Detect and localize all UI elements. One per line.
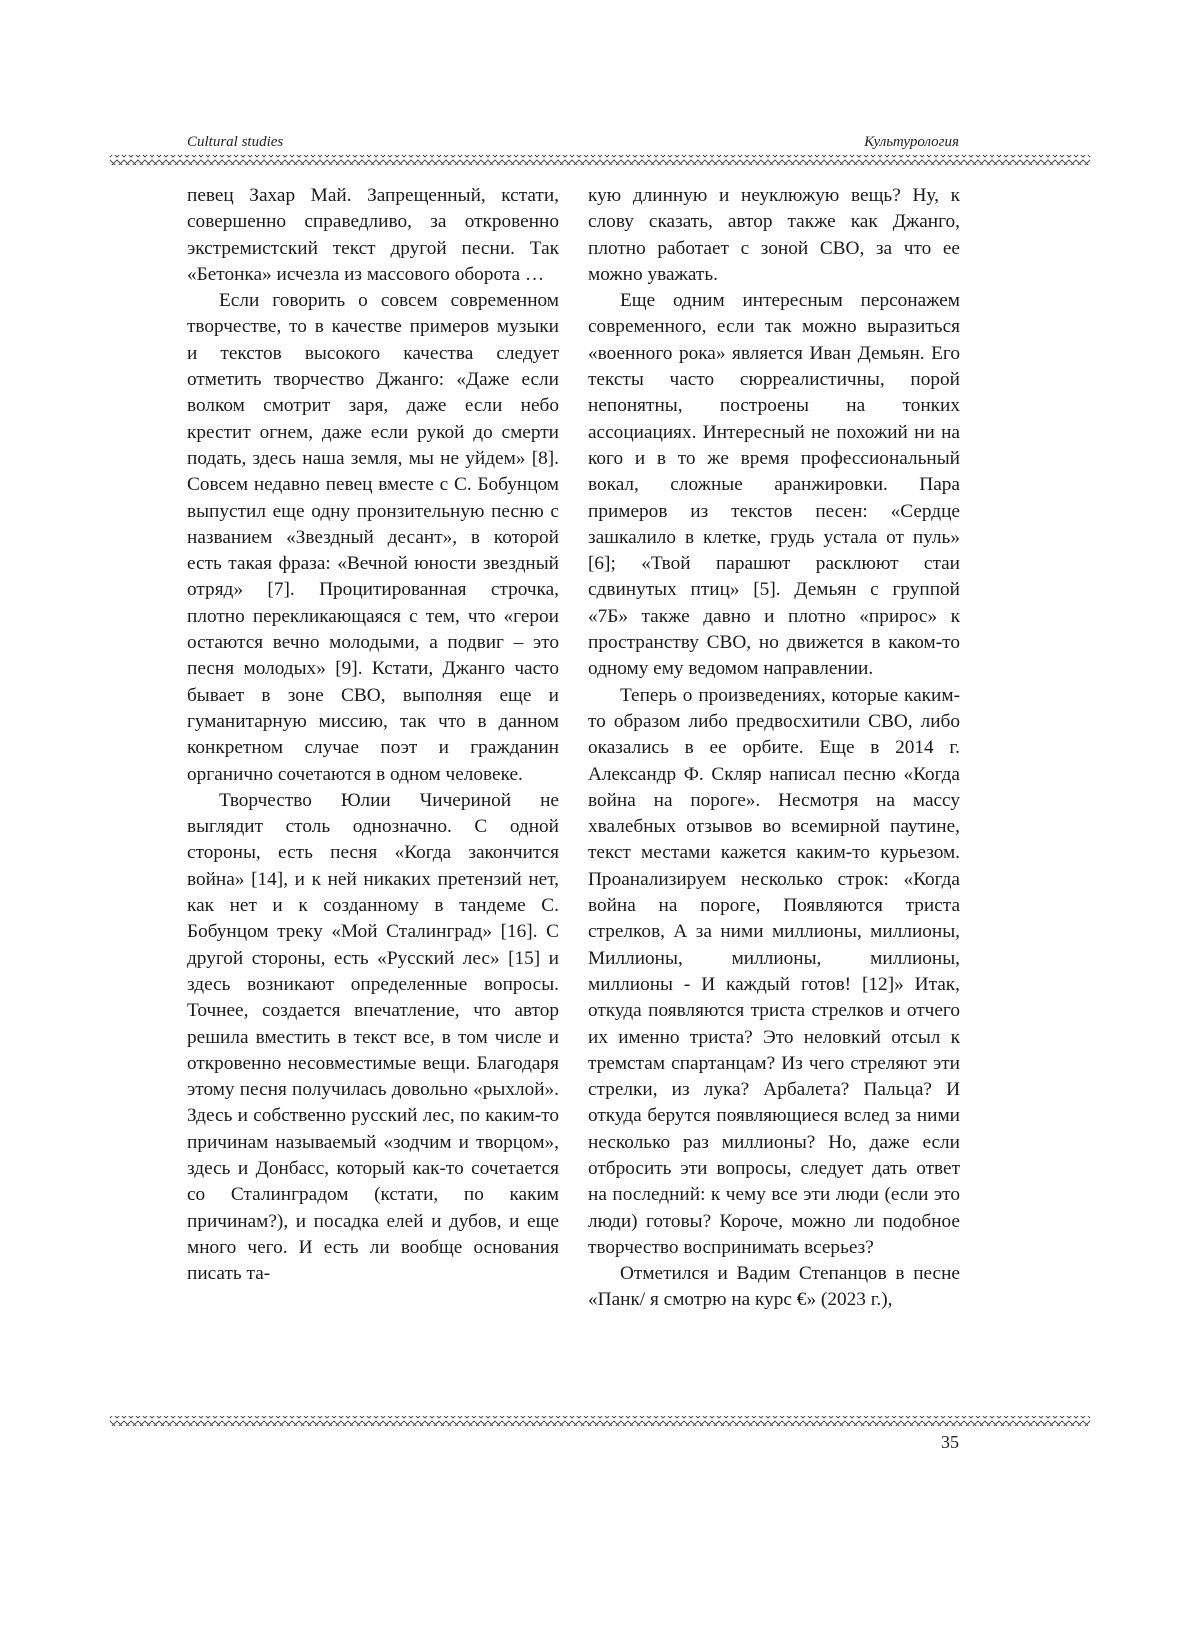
- running-head: [187, 133, 959, 151]
- footer-ornament-rule: [110, 1416, 1090, 1426]
- page-number: 35: [941, 1432, 959, 1452]
- right-column: [588, 183, 960, 1314]
- right-paragraph-1: кую длинную и неуклюжую вещь? Ну, к слову сказать, автор также как Джанго, плотно работает с зоной СВО, за что ее можно уважать.: [588, 185, 960, 285]
- running-head-left: Cultural studies: [187, 134, 284, 150]
- left-paragraph-3: Творчество Юлии Чичериной не выглядит столь однозначно. С одной стороны, есть песня «Когда закончится война» [14], и к ней никаких претензий нет, как нет и к созданному в тандеме С. Бобунцом треку «Мой Сталинград» [16]. С другой стороны, есть «Русский лес» [15] и здесь возникают определенные вопросы. Точнее, создается впечатление, что автор решила вместить в текст все, в том числе и откровенно несовместимые вещи. Благодаря этому песня получилась довольно «рыхлой». Здесь и собственно русский лес, по каким-то причинам называемый «зодчим и творцом», здесь и Донбасс, который как-то сочетается со Сталинградом (кстати, по каким причинам?), и посадка елей и дубов, и еще много чего. И есть ли вообще основания писать та-: [187, 789, 559, 1285]
- right-paragraph-3: Теперь о произведениях, которые каким-то образом либо предвосхитили СВО, либо оказались в ее орбите. Еще в 2014 г. Александр Ф. Скляр написал песню «Когда война на пороге». Несмотря на массу хвалебных отзывов во всемирной паутине, текст местами кажется каким-то курьезом. Проанализируем несколько строк: «Когда война на пороге, Появляются триста стрелков, А за ними миллионы, миллионы, Миллионы, миллионы, миллионы, миллионы - И каждый готов! [12]» Итак, откуда появляются триста стрелков и отчего их именно триста? Это неловкий отсыл к тремстам спартанцам? Из чего стреляют эти стрелки, из лука? Арбалета? Пальца? И откуда берутся появляющиеся вслед за ними несколько раз миллионы? Но, даже если отбросить эти вопросы, следует дать ответ на последний: к чему все эти люди (если это люди) готовы? Короче, можно ли подобное творчество воспринимать всерьез?: [588, 684, 960, 1258]
- right-paragraph-2: Еще одним интересным персонажем современного, если так можно выразиться «военного рока» является Иван Демьян. Его тексты часто сюрреалистичны, порой непонятны, построены на тонких ассоциациях. Интересный не похожий ни на кого и в то же время профессиональный вокал, сложные аранжировки. Пара примеров из текстов песен: «Сердце зашкалило в клетке, грудь устала от пуль» [6]; «Твой парашют расклюют стаи сдвинутых птиц» [5]. Демьян с группой «7Б» также давно и плотно «прирос» к пространству СВО, но движется в каком-то одному ему ведомом направлении.: [588, 290, 960, 680]
- running-head-right: Культурология: [864, 134, 959, 150]
- left-paragraph-2: Если говорить о совсем современном творчестве, то в качестве примеров музыки и текстов высокого качества следует отметить творчество Джанго: «Даже если волком смотрит заря, даже если небо крестит огнем, даже если рукой до смерти подать, здесь наша земля, мы не уйдем» [8]. Совсем недавно певец вместе с С. Бобунцом выпустил еще одну пронзительную песню с названием «Звездный десант», в которой есть такая фраза: «Вечной юности звездный отряд» [7]. Процитированная строчка, плотно перекликающаяся с тем, что «герои остаются вечно молодыми, а подвиг – это песня молодых» [9]. Кстати, Джанго часто бывает в зоне СВО, выполняя еще и гуманитарную миссию, так что в данном конкретном случае поэт и гражданин органично сочетаются в одном человеке.: [187, 290, 559, 785]
- left-column: [187, 183, 559, 1287]
- right-paragraph-4: Отметился и Вадим Степанцов в песне «Панк/ я смотрю на курс €» (2023 г.),: [588, 1263, 960, 1311]
- header-ornament-rule: [110, 155, 1090, 165]
- left-paragraph-1: певец Захар Май. Запрещенный, кстати, совершенно справедливо, за откровенно экстремистский текст другой песни. Так «Бетонка» исчезла из массового оборота …: [187, 185, 559, 285]
